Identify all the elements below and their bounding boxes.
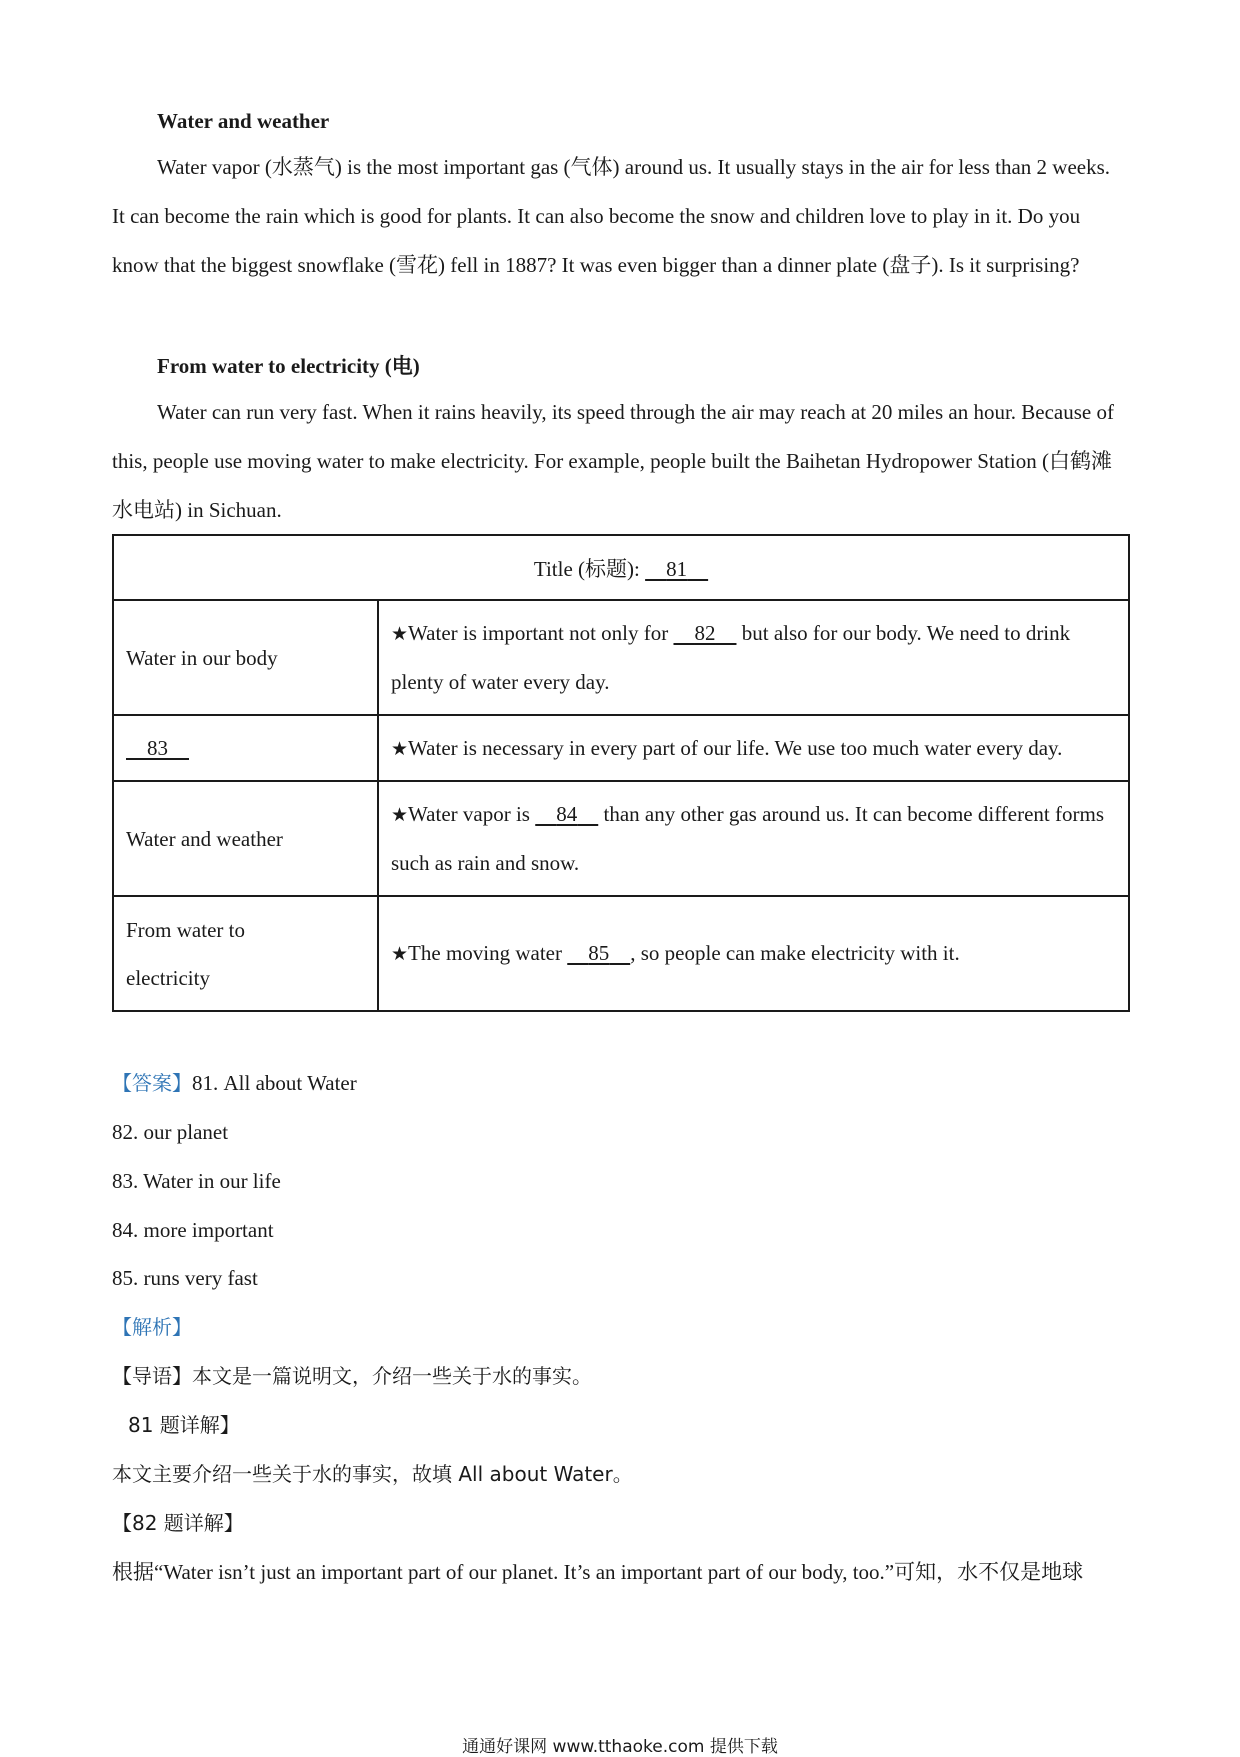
detail-text: Water is necessary in every part of our life. We use too much water every day.	[408, 735, 1063, 760]
table-cell-topic: Water in our body	[113, 600, 378, 715]
section-heading-electricity: From water to electricity (电)	[157, 354, 420, 378]
paragraph-electricity	[112, 388, 1122, 535]
answer-82: 82. our planet	[112, 1120, 229, 1144]
star-icon: ★	[391, 623, 409, 645]
table-row	[113, 600, 1129, 715]
paragraph-weather-text: Water vapor (水蒸气) is the most important gas (气体) around us. It usually stays in the air for less than 2 weeks. It can become the rain which is good for plants. It can also become the snow and children love to play in it. Do you know that the biggest snowflake (雪花) fell in 1887? It was even bigger than a dinner plate (盘子). Is it surprising?	[112, 155, 1111, 277]
table-cell-detail	[378, 600, 1129, 715]
blank-84	[535, 790, 598, 838]
blank-82	[673, 609, 736, 657]
table-row	[113, 896, 1129, 1011]
table-cell-detail	[378, 896, 1129, 1011]
star-icon: ★	[391, 737, 409, 760]
q82-heading: 【82 题详解】	[112, 1511, 244, 1535]
detail-text-after: but also for our body. We need to drink plenty of water every day.	[391, 621, 1071, 694]
table-row	[113, 715, 1129, 781]
table-cell-topic: From water to electricity	[113, 896, 378, 1011]
answer-tag: 【答案】	[112, 1071, 192, 1095]
star-icon: ★	[391, 804, 409, 826]
answer-85: 85. runs very fast	[112, 1266, 258, 1290]
paragraph-weather	[112, 143, 1122, 290]
analysis-tag: 【解析】	[112, 1315, 192, 1339]
summary-table	[112, 534, 1130, 1012]
table-cell-detail	[378, 781, 1129, 896]
answer-line-81	[112, 1069, 357, 1097]
detail-text-after: than any other gas around us. It can become different forms such as rain and snow.	[391, 802, 1105, 875]
answer-84: 84. more important	[112, 1218, 274, 1242]
table-cell-topic: Water and weather	[113, 781, 378, 896]
blank-85	[567, 929, 630, 977]
table-row	[113, 781, 1129, 896]
analysis-intro: 【导语】本文是一篇说明文，介绍一些关于水的事实。	[112, 1364, 592, 1388]
table-title-row	[113, 535, 1129, 600]
answer-81: 81. All about Water	[192, 1071, 357, 1095]
table-cell-detail	[378, 715, 1129, 781]
blank-81-number: 81	[666, 556, 688, 581]
blank-85-number: 85	[588, 941, 610, 965]
paragraph-electricity-text: Water can run very fast. When it rains heavily, its speed through the air may reach at 20 miles an hour. Because of this, people use moving water to make electricity. For example, people built the Baihetan Hydropower Station (白鹤滩水电站) in Sichuan.	[112, 400, 1114, 522]
blank-82-number: 82	[694, 621, 716, 645]
table-title-label: Title (标题):	[533, 556, 646, 581]
star-icon: ★	[391, 943, 409, 965]
q82-text: 根据“Water isn’t just an important part of our planet. It’s an important part of our body, too.”可知，水不仅是地球	[112, 1560, 1084, 1584]
blank-83	[126, 724, 189, 772]
answer-83: 83. Water in our life	[112, 1169, 281, 1193]
detail-text-before: The moving water	[408, 941, 568, 965]
detail-text-before: Water vapor is	[408, 802, 536, 826]
detail-text-before: Water is important not only for	[408, 621, 674, 645]
detail-text-after: , so people can make electricity with it.	[630, 941, 960, 965]
table-cell-topic	[113, 715, 378, 781]
page-footer: 通通好课网 www.tthaoke.com 提供下载	[462, 1737, 778, 1757]
q81-heading: 81 题详解】	[128, 1413, 240, 1437]
section-heading-weather: Water and weather	[157, 109, 330, 133]
q81-text: 本文主要介绍一些关于水的事实，故填 All about Water。	[112, 1462, 633, 1486]
blank-81	[645, 557, 708, 582]
blank-83-number: 83	[147, 736, 168, 760]
table-title-cell	[113, 535, 1129, 600]
blank-84-number: 84	[556, 802, 578, 826]
